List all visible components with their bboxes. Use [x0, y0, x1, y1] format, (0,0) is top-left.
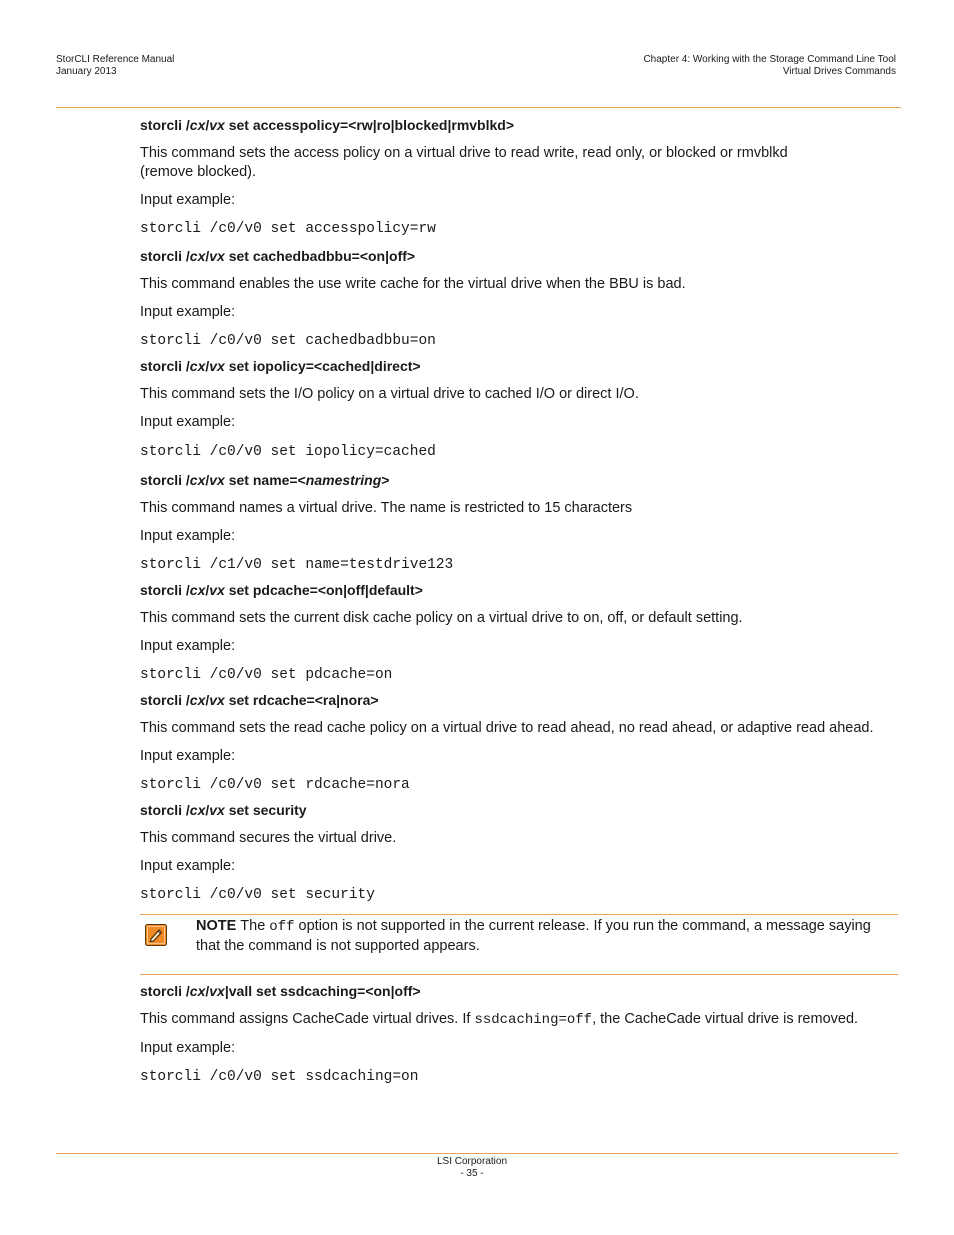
command-section	[140, 247, 900, 350]
code-example: storcli /c0/v0 set iopolicy=cached	[140, 444, 436, 460]
page-header-left	[56, 54, 174, 78]
command-description: This command assigns CacheCade virtual drives. If ssdcaching=off, the CacheCade virtual drive is removed.	[140, 1011, 859, 1028]
command-section	[140, 581, 900, 684]
command-section	[140, 801, 900, 904]
command-heading: storcli /cx/vx set cachedbadbbu=<on|off>	[140, 248, 416, 264]
command-section	[140, 471, 900, 574]
note-text: NOTE The off option is not supported in the current release. If you run the command, a message saying that the command is not supported appears.	[196, 918, 871, 954]
command-description: This command enables the use write cache for the virtual drive when the BBU is bad.	[140, 276, 686, 292]
input-example-label: Input example:	[140, 304, 236, 320]
code-example: storcli /c0/v0 set cachedbadbbu=on	[140, 333, 436, 349]
command-description: This command sets the access policy on a virtual drive to read write, read only, or blocked or rmvblkd (remove blocked).	[140, 145, 788, 180]
footer-divider	[56, 1153, 898, 1154]
input-example-label: Input example:	[140, 638, 236, 654]
page-header-right	[643, 54, 896, 78]
code-example: storcli /c0/v0 set pdcache=on	[140, 667, 393, 683]
code-example: storcli /c0/v0 set accesspolicy=rw	[140, 221, 436, 237]
command-description: This command sets the I/O policy on a virtual drive to cached I/O or direct I/O.	[140, 386, 639, 402]
footer-company: LSI Corporation	[436, 1156, 508, 1167]
inline-code: ssdcaching=off	[474, 1012, 593, 1028]
inline-code: off	[269, 919, 295, 935]
command-section-ssdcaching	[140, 982, 900, 1086]
input-example-label: Input example:	[140, 858, 236, 874]
manual-title: StorCLI Reference Manual	[56, 54, 175, 65]
input-example-label: Input example:	[140, 1040, 236, 1056]
main-content	[140, 116, 900, 904]
command-heading: storcli /cx/vx set security	[140, 802, 307, 818]
note-label: NOTE	[196, 918, 237, 934]
code-example: storcli /c0/v0 set ssdcaching=on	[140, 1069, 419, 1085]
command-heading: storcli /cx/vx|vall set ssdcaching=<on|off>	[140, 983, 421, 999]
command-description: This command secures the virtual drive.	[140, 830, 397, 846]
code-example: storcli /c0/v0 set security	[140, 887, 375, 903]
input-example-label: Input example:	[140, 414, 236, 430]
command-heading: storcli /cx/vx set rdcache=<ra|nora>	[140, 692, 379, 708]
input-example-label: Input example:	[140, 192, 236, 208]
command-description: This command names a virtual drive. The name is restricted to 15 characters	[140, 500, 633, 516]
command-heading: storcli /cx/vx set iopolicy=<cached|direct>	[140, 358, 421, 374]
command-heading: storcli /cx/vx set pdcache=<on|off|default>	[140, 582, 423, 598]
command-heading: storcli /cx/vx set name=<namestring>	[140, 472, 390, 488]
input-example-label: Input example:	[140, 528, 236, 544]
pencil-note-icon	[145, 924, 167, 946]
code-example: storcli /c1/v0 set name=testdrive123	[140, 557, 454, 573]
manual-date: January 2013	[56, 66, 117, 77]
page-number: - 35 -	[460, 1168, 484, 1179]
header-divider	[56, 107, 901, 108]
command-section	[140, 116, 900, 238]
page-footer	[0, 1156, 944, 1180]
note-box	[140, 914, 898, 975]
chapter-title: Chapter 4: Working with the Storage Command Line Tool	[643, 54, 896, 65]
section-title: Virtual Drives Commands	[782, 66, 896, 77]
command-section	[140, 691, 900, 794]
command-heading: storcli /cx/vx set accesspolicy=<rw|ro|blocked|rmvblkd>	[140, 117, 515, 133]
input-example-label: Input example:	[140, 748, 236, 764]
command-description: This command sets the current disk cache policy on a virtual drive to on, off, or default setting.	[140, 610, 743, 626]
code-example: storcli /c0/v0 set rdcache=nora	[140, 777, 410, 793]
command-section	[140, 357, 900, 461]
command-description: This command sets the read cache policy on a virtual drive to read ahead, no read ahead, or adaptive read ahead.	[140, 720, 874, 736]
